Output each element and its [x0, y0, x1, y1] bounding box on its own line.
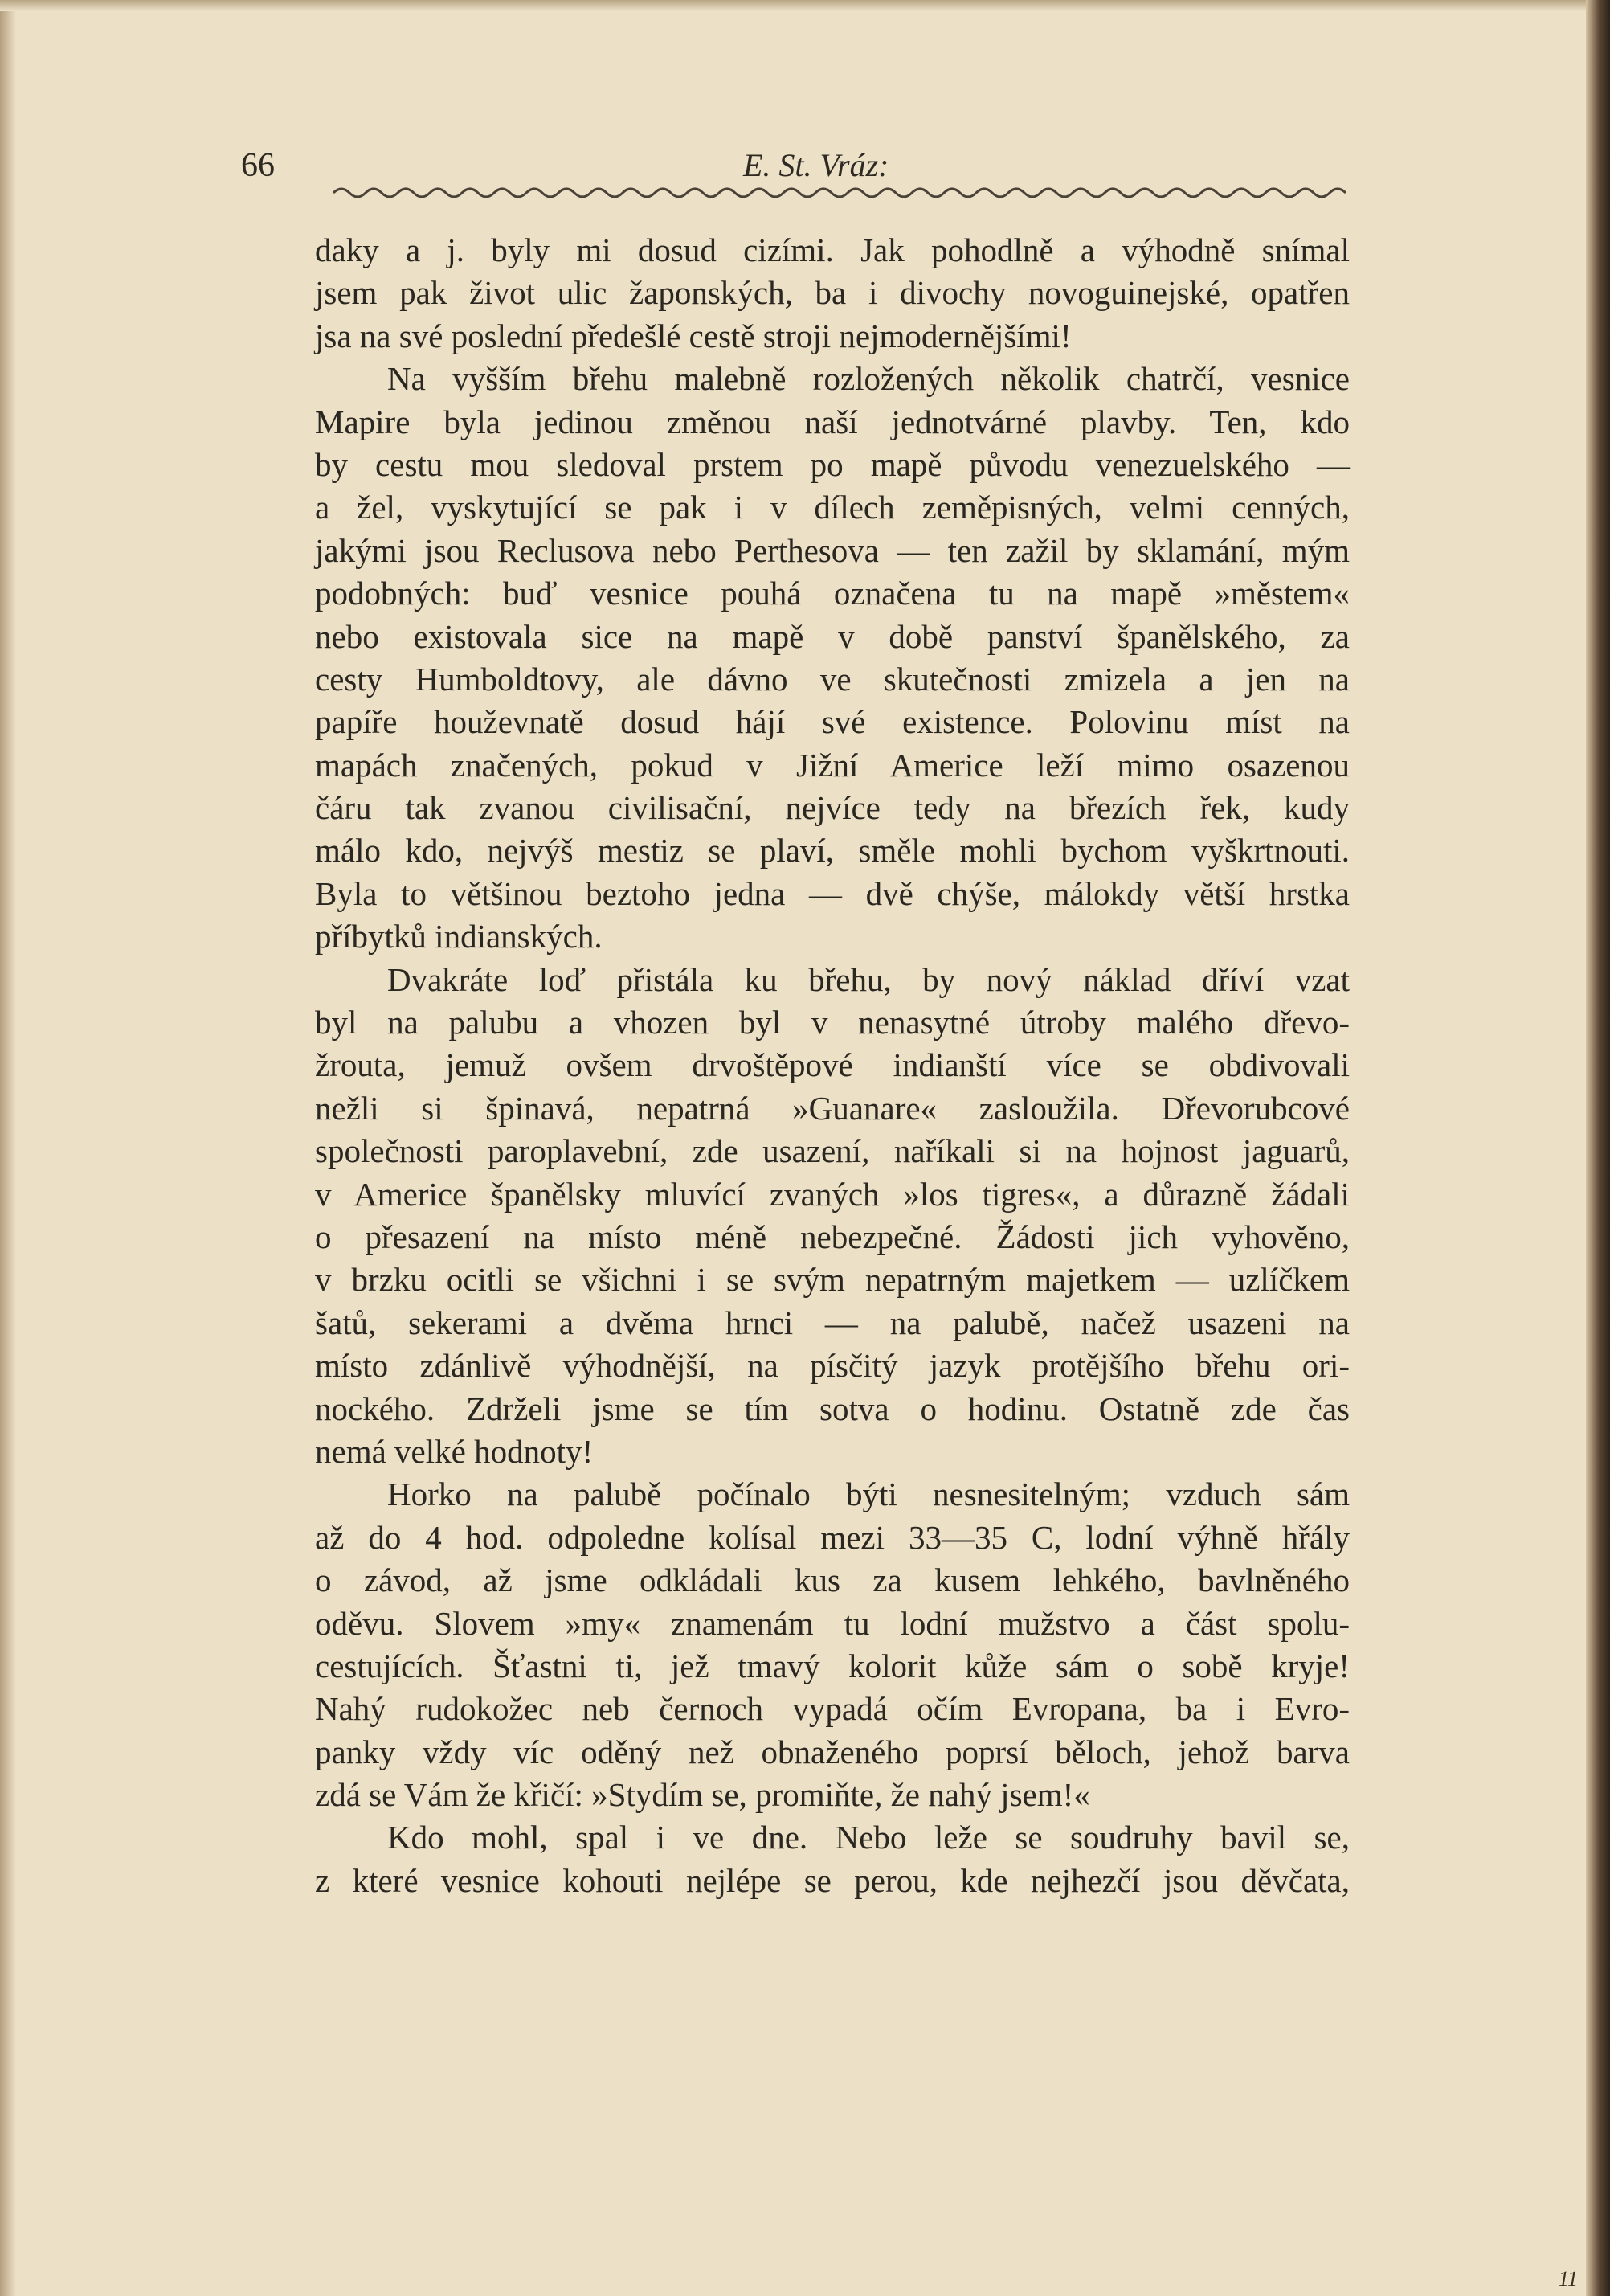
text-line: Nahý rudokožec neb černoch vypadá očím Evropana, ba i Evro-: [315, 1690, 1350, 1728]
text-line: Byla to většinou beztoho jedna — dvě chýše, málokdy větší hrstka: [315, 874, 1350, 912]
corner-mark: 11: [1558, 2267, 1578, 2290]
text-line: nockého. Zdrželi jsme se tím sotva o hodinu. Ostatně zde čas: [315, 1389, 1350, 1427]
text-line: jakými jsou Reclusova nebo Perthesova — ten zažil by sklamání, mým: [315, 531, 1350, 569]
text-line: byl na palubu a vhozen byl v nenasytné útroby malého dřevo-: [315, 1004, 1350, 1042]
text-line: z které vesnice kohouti nejlépe se perou, kde nejhezčí jsou děvčata,: [315, 1861, 1350, 1899]
text-line: Na vyšším břehu malebně rozložených několik chatrčí, vesnice: [387, 360, 1350, 398]
text-line: cesty Humboldtovy, ale dávno ve skutečnosti zmizela a jen na: [315, 660, 1350, 698]
body-text: [315, 229, 1350, 1902]
text-line: málo kdo, nejvýš mestiz se plaví, směle mohli bychom vyškrtnouti.: [315, 832, 1350, 870]
text-line: až do 4 hod. odpoledne kolísal mezi 33—35 C, lodní výhně hřály: [315, 1518, 1350, 1556]
text-line: šatů, sekerami a dvěma hrnci — na palubě, načež usazeni na: [315, 1304, 1350, 1341]
text-line: společnosti paroplavební, zde usazení, naříkali si na hojnost jaguarů,: [315, 1132, 1350, 1170]
text-line: čáru tak zvanou civilisační, nejvíce tedy na březích řek, kudy: [315, 789, 1350, 827]
text-line: nebo existovala sice na mapě v době panství španělského, za: [315, 617, 1350, 655]
top-edge: [0, 0, 1610, 11]
text-line: o přesazení na místo méně nebezpečné. Žádosti jich vyhověno,: [315, 1218, 1350, 1255]
text-line: cestujících. Šťastni ti, jež tmavý kolorit kůže sám o sobě kryje!: [315, 1647, 1350, 1684]
text-line: oděvu. Slovem »my« znamenám tu lodní mužstvo a část spolu-: [315, 1604, 1350, 1642]
text-line: o závod, až jsme odkládali kus za kusem lehkého, bavlněného: [315, 1561, 1350, 1599]
text-line: nemá velké hodnoty!: [315, 1432, 594, 1470]
text-line: papíře houževnatě dosud hájí své existence. Polovinu míst na: [315, 703, 1350, 741]
text-line: daky a j. byly mi dosud cizími. Jak pohodlně a výhodně snímal: [315, 231, 1350, 268]
text-line: mapách značených, pokud v Jižní Americe leží mimo osazenou: [315, 746, 1350, 784]
text-line: Mapire byla jedinou změnou naší jednotvárné plavby. Ten, kdo: [315, 403, 1350, 440]
text-line: v Americe španělsky mluvící zvaných »los tigres«, a důrazně žádali: [315, 1175, 1350, 1213]
text-line: Horko na palubě počínalo býti nesnesitelným; vzduch sám: [387, 1475, 1350, 1513]
text-line: a žel, vyskytující se pak i v dílech zeměpisných, velmi cenných,: [315, 489, 1350, 526]
wavy-rule-ornament: [333, 183, 1354, 203]
text-line: zdá se Vám že křičí: »Stydím se, promiňte, že nahý jsem!«: [315, 1776, 1090, 1814]
text-line: panky vždy víc oděný než obnaženého poprsí běloch, jehož barva: [315, 1733, 1350, 1770]
text-line: nežli si špinavá, nepatrná »Guanare« zasloužila. Dřevorubcové: [315, 1089, 1350, 1127]
text-line: místo zdánlivě výhodnější, na písčitý jazyk protějšího břehu ori-: [315, 1347, 1350, 1385]
gutter-shadow: [0, 0, 16, 2296]
text-line: jsem pak život ulic žaponských, ba i divochy novoguinejské, opatřen: [315, 274, 1350, 312]
text-line: podobných: buď vesnice pouhá označena tu na mapě »městem«: [315, 575, 1350, 612]
text-line: příbytků indianských.: [315, 918, 603, 956]
text-line: v brzku ocitli se všichni i se svým nepatrným majetkem — uzlíčkem: [315, 1261, 1350, 1299]
text-line: Dvakráte loď přistála ku břehu, by nový náklad dříví vzat: [387, 960, 1350, 998]
running-head: E. St. Vráz:: [743, 147, 889, 183]
text-line: Kdo mohl, spal i ve dne. Nebo leže se soudruhy bavil se,: [387, 1819, 1350, 1856]
text-line: jsa na své poslední předešlé cestě stroji nejmodernějšími!: [315, 317, 1072, 354]
page-number: 66: [241, 147, 275, 184]
text-line: by cestu mou sledoval prstem po mapě původu venezuelského —: [315, 445, 1350, 483]
text-line: žrouta, jemuž ovšem drvoštěpové indianští více se obdivovali: [315, 1046, 1350, 1084]
page-edge: [1586, 0, 1610, 2296]
